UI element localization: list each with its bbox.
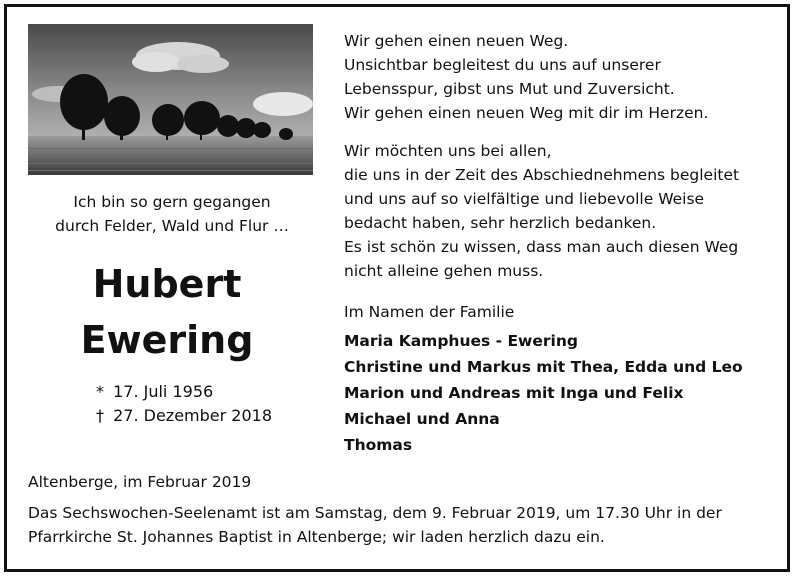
thanks-line: nicht alleine gehen muss. [344, 262, 544, 280]
family-member: Maria Kamphues - Ewering [344, 332, 578, 350]
family-list [344, 328, 784, 458]
notice-line: Pfarrkirche St. Johannes Baptist in Altenberge; wir laden herzlich dazu ein. [28, 528, 605, 546]
birth-date: 17. Juli 1956 [113, 382, 214, 401]
thanks-line: bedacht haben, sehr herzlich bedanken. [344, 214, 657, 232]
thanks-line: die uns in der Zeit des Abschiednehmens begleitet [344, 166, 740, 184]
family-member: Marion und Andreas mit Inga und Felix [344, 384, 684, 402]
death-cross-icon: † [96, 406, 104, 425]
verse-line: Lebensspur, gibst uns Mut und Zuversicht. [344, 80, 675, 98]
death-date-line [92, 404, 272, 428]
thanks-line: und uns auf so vielfältige und liebevolle Weise [344, 190, 705, 208]
poem [22, 190, 322, 238]
verse-line: Wir gehen einen neuen Weg mit dir im Herzen. [344, 104, 709, 122]
birth-date-line [92, 380, 272, 404]
place-date: Altenberge, im Februar 2019 [28, 473, 252, 491]
verse [344, 29, 774, 125]
death-date: 27. Dezember 2018 [113, 406, 272, 425]
landscape-photo [28, 24, 313, 175]
family-member: Thomas [344, 436, 413, 454]
family-member: Christine und Markus mit Thea, Edda und Leo [344, 358, 743, 376]
thanks-line: Es ist schön zu wissen, dass man auch diesen Weg [344, 238, 739, 256]
mass-notice [28, 501, 778, 549]
thanks-line: Wir möchten uns bei allen, [344, 142, 552, 160]
family-member: Michael und Anna [344, 410, 500, 428]
verse-line: Wir gehen einen neuen Weg. [344, 32, 569, 50]
deceased-first-name: Hubert [92, 262, 242, 306]
thanks-text [344, 139, 774, 283]
poem-line: Ich bin so gern gegangen [73, 193, 271, 211]
birth-symbol: * [96, 382, 104, 401]
verse-line: Unsichtbar begleitest du uns auf unserer [344, 56, 661, 74]
deceased-last-name: Ewering [80, 318, 254, 362]
poem-line: durch Felder, Wald und Flur … [55, 217, 289, 235]
family-intro: Im Namen der Familie [344, 303, 515, 321]
life-dates [92, 380, 272, 428]
trees-field-image [28, 24, 313, 175]
notice-line: Das Sechswochen-Seelenamt ist am Samstag, dem 9. Februar 2019, um 17.30 Uhr in der [28, 504, 722, 522]
